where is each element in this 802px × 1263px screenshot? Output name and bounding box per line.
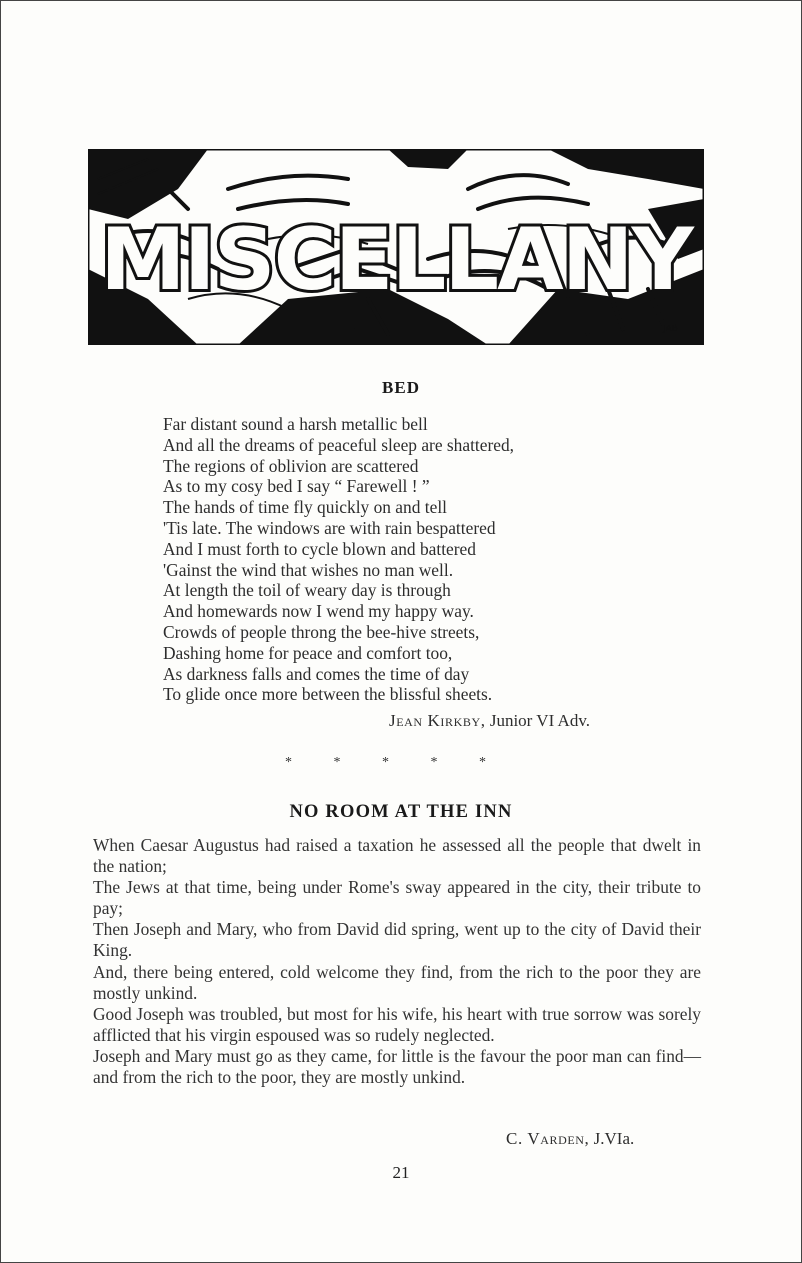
poem-line: 'Tis late. The windows are with rain bespattered <box>163 517 496 538</box>
poem-line: At length the toil of weary day is through <box>163 580 451 601</box>
story-paragraph: Joseph and Mary must go as they came, for little is the favour the poor man can find—and from the rich to the poor, they are mostly unkind. <box>93 1045 701 1088</box>
poem-line: To glide once more between the blissful sheets. <box>163 684 493 705</box>
poem-author-form: Junior VI Adv. <box>489 711 590 730</box>
poem-line: The regions of oblivion are scattered <box>163 455 419 476</box>
story-author-form: J.VIa. <box>593 1129 635 1148</box>
poem-line: Dashing home for peace and comfort too, <box>163 642 453 663</box>
page-number: 21 <box>392 1163 410 1182</box>
poem-line: And all the dreams of peaceful sleep are shattered, <box>163 434 515 455</box>
miscellany-banner <box>88 149 704 345</box>
poem-title: BED <box>382 378 420 397</box>
poem-line: As to my cosy bed I say “ Farewell ! ” <box>163 476 430 497</box>
poem-line: And homewards now I wend my happy way. <box>163 601 474 622</box>
banner-woodcut <box>88 149 704 345</box>
story-author-name: C. Varden, <box>506 1129 590 1148</box>
poem-author <box>389 711 590 731</box>
story-paragraph: When Caesar Augustus had raised a taxation he assessed all the people that dwelt in the nation; <box>93 835 701 877</box>
poem-author-name: Jean Kirkby, <box>389 711 486 730</box>
poem-lines <box>163 414 643 705</box>
banner-title: MISCELLANY <box>100 210 692 310</box>
story-author <box>506 1129 634 1149</box>
poem-line: The hands of time fly quickly on and tell <box>163 497 447 518</box>
story-paragraph: Then Joseph and Mary, who from David did spring, went up to the city of David their King. <box>93 919 701 961</box>
poem-line: As darkness falls and comes the time of day <box>163 663 470 684</box>
poem-line: Crowds of people throng the bee-hive streets, <box>163 621 480 642</box>
story-title: NO ROOM AT THE INN <box>289 802 513 822</box>
story-paragraph: Good Joseph was troubled, but most for his wife, his heart with true sorrow was sorely afflicted that his virgin espoused was so rudely neglected. <box>93 1003 701 1045</box>
story-paragraph: The Jews at that time, being under Rome's sway appeared in the city, their tribute to pay; <box>93 877 701 919</box>
poem-line: And I must forth to cycle blown and battered <box>163 538 476 559</box>
poem-line: 'Gainst the wind that wishes no man well. <box>163 559 454 580</box>
section-separator: * * * * * <box>285 755 486 770</box>
story-paragraph: And, there being entered, cold welcome they find, from the rich to the poor they are mostly unkind. <box>93 961 701 1003</box>
story-paragraphs <box>93 835 701 1088</box>
banner-initials: JAB <box>663 324 678 334</box>
poem-line: Far distant sound a harsh metallic bell <box>163 414 428 434</box>
